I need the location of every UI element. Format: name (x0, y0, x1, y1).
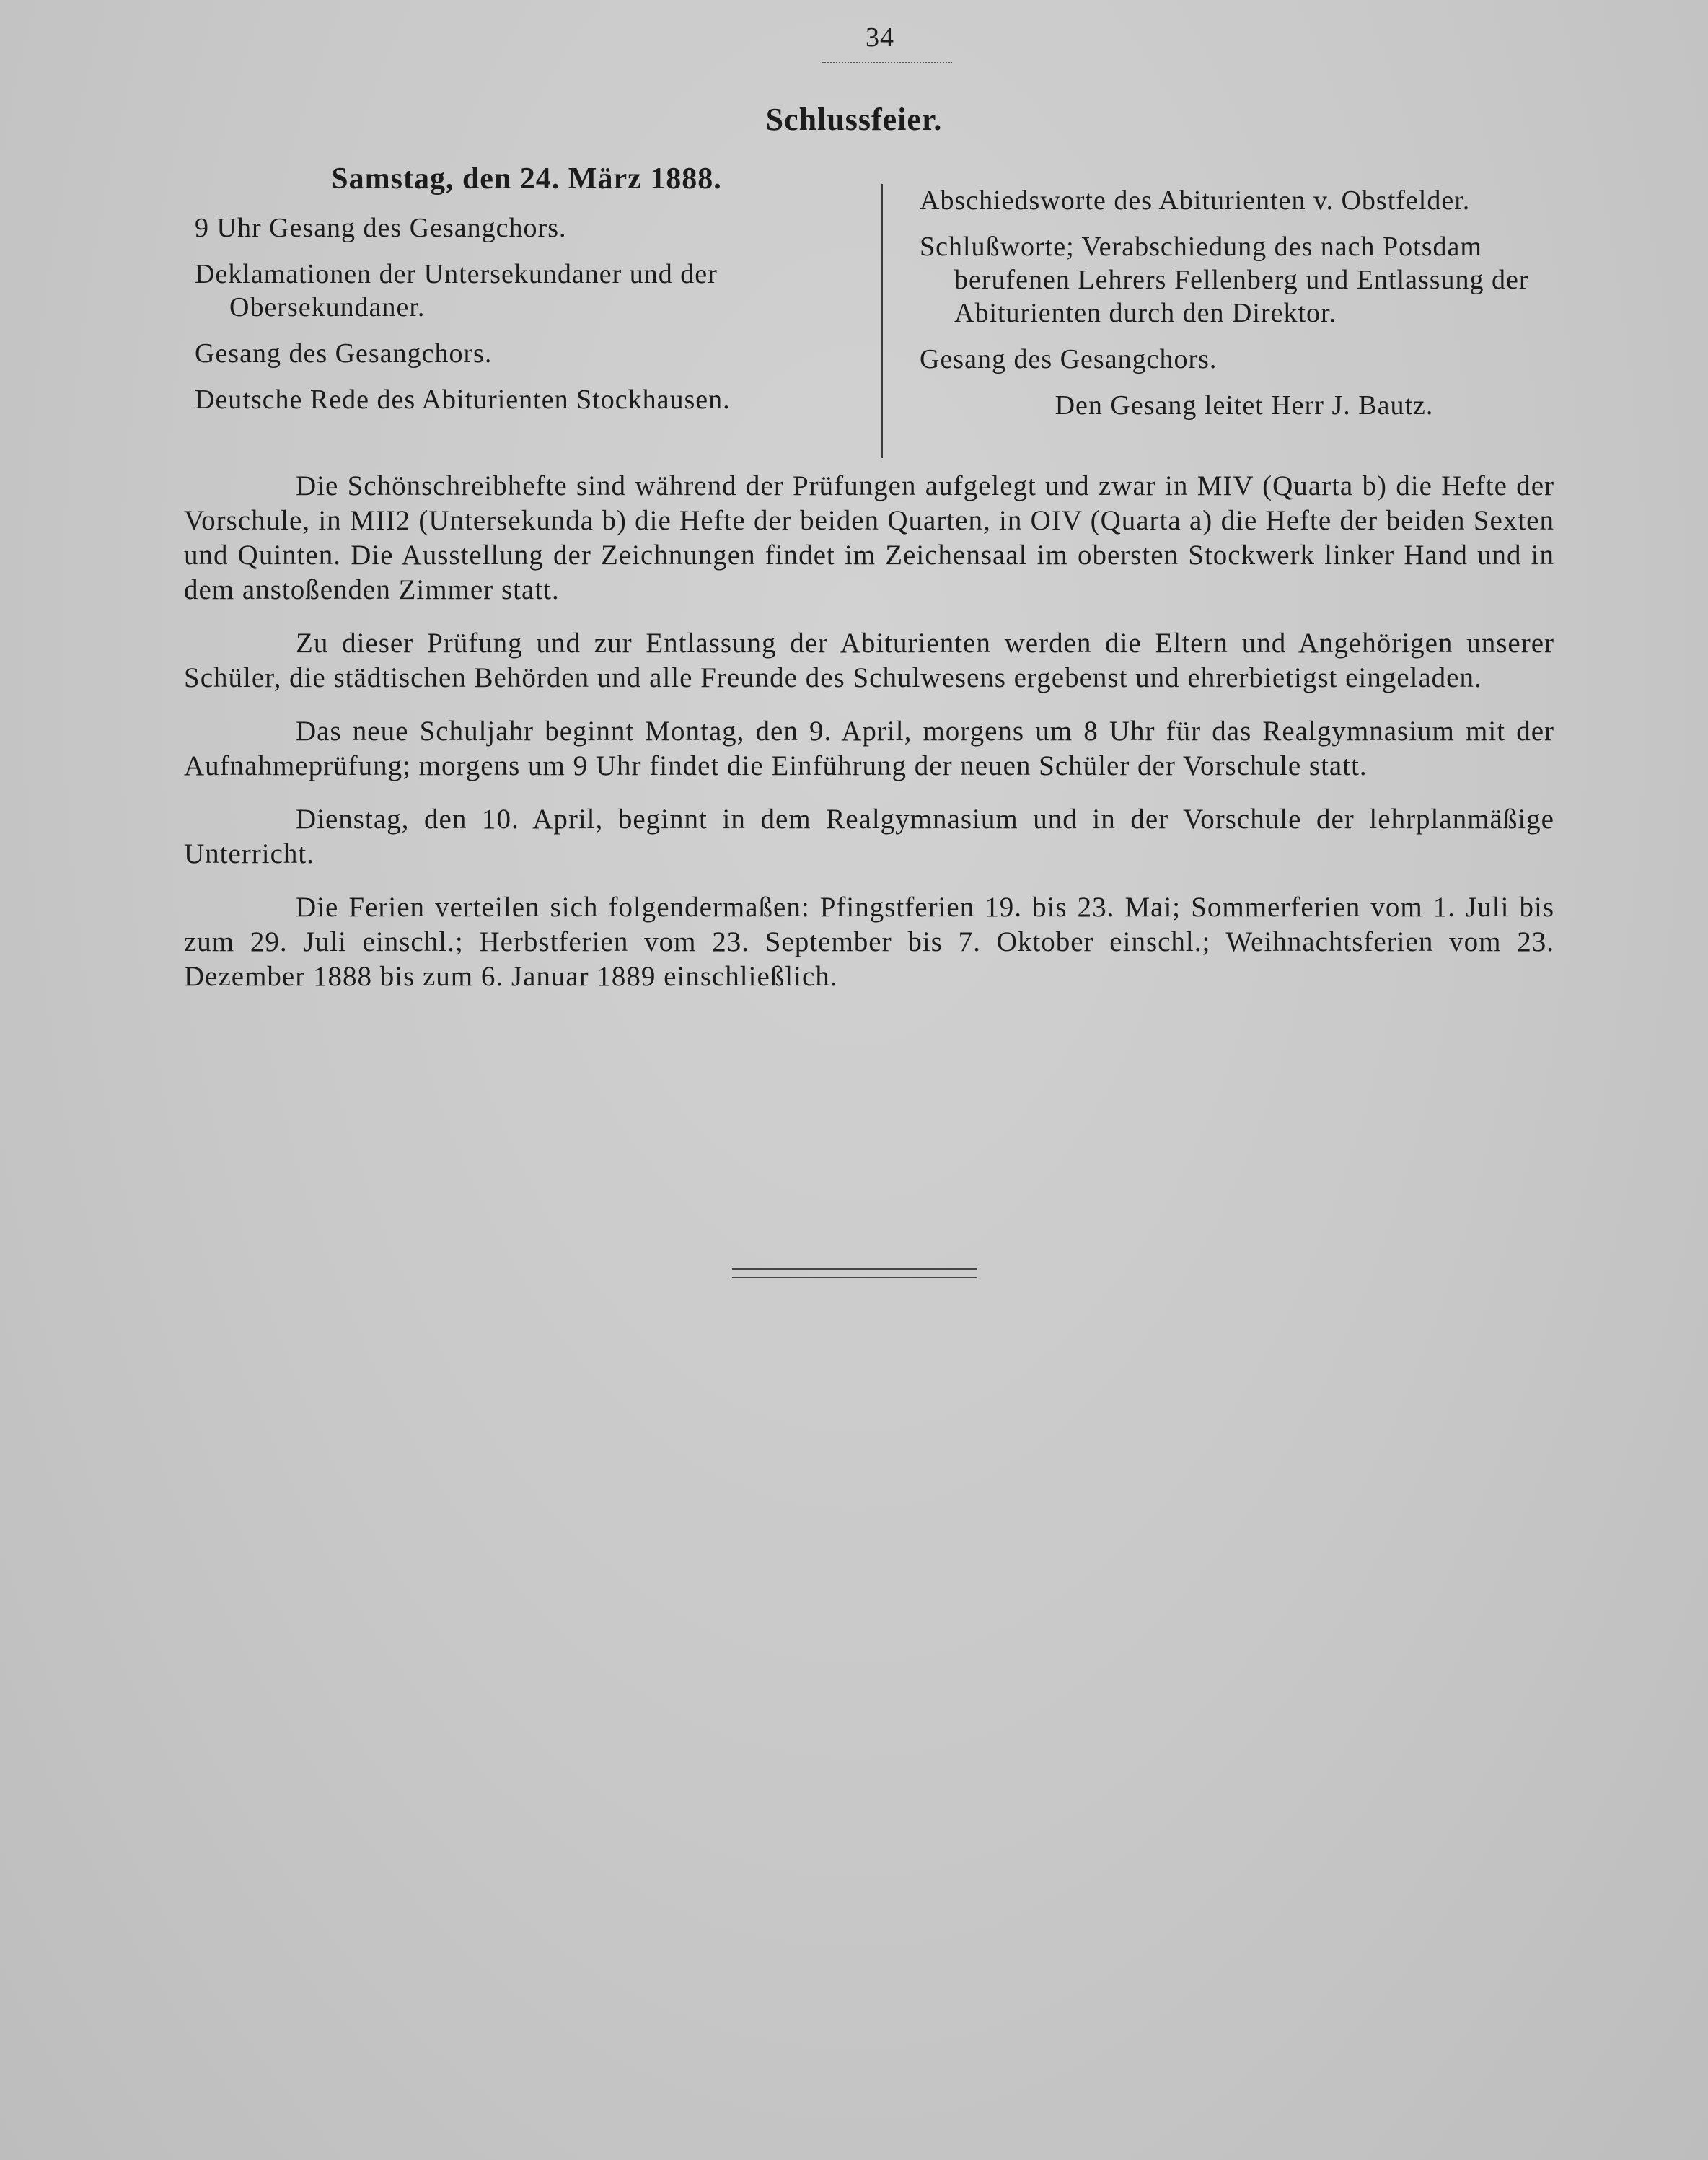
program-item: Deutsche Rede des Abiturienten Stockhausen. (195, 385, 731, 415)
program-item: Deklamationen der Untersekundaner und der Obersekundaner. (195, 259, 718, 322)
program-item: Den Gesang leitet Herr J. Bautz. (1055, 390, 1434, 421)
paragraph: Zu dieser Prüfung und zur Entlassung der Abiturienten werden die Eltern und Angehörigen unserer Schüler, die städtischen Behörden und alle Freunde des Schulwesens ergebenst und ehrerbietigst eingeladen. (184, 628, 1554, 693)
column-divider (881, 184, 883, 458)
program-item: Gesang des Gesangchors. (920, 344, 1218, 374)
section-heading: Schlussfeier. (765, 102, 943, 137)
program-left-column (195, 162, 858, 429)
program-date: Samstag, den 24. März 1888. (331, 162, 722, 196)
program-item: Abschiedsworte des Abiturienten v. Obstfelder. (920, 185, 1471, 216)
program-item: Schlußworte; Verabschiedung des nach Potsdam berufenen Lehrers Fellenberg und Entlassung der Abiturienten durch den Direktor. (920, 232, 1529, 328)
body-text (184, 469, 1554, 1013)
program-item: 9 Uhr Gesang des Gesangchors. (195, 213, 567, 243)
page-number-rule (822, 62, 952, 66)
paragraph: Die Schönschreibhefte sind während der Prüfungen aufgelegt und zwar in MIV (Quarta b) die Hefte der Vorschule, in MII2 (Untersekunda b) die Hefte der beiden Quarten, in OIV (Quarta a) die Hefte der beiden Sexten und Quinten. Die Ausstellung der Zeichnungen findet im Zeichensaal im obersten Stockwerk linker Hand und in dem anstoßenden Zimmer statt. (184, 470, 1554, 605)
paragraph: Das neue Schuljahr beginnt Montag, den 9. April, morgens um 8 Uhr für das Realgymnasium mit der Aufnahmeprüfung; morgens um 9 Uhr findet die Einführung der neuen Schüler der Vorschule statt. (184, 716, 1554, 781)
program-item: Gesang des Gesangchors. (195, 338, 493, 369)
paragraph: Die Ferien verteilen sich folgendermaßen: Pfingstferien 19. bis 23. Mai; Sommerferien vom 1. Juli bis zum 29. Juli einschl.; Herbstferien vom 23. September bis 7. Oktober einschl.; Weihnachtsferien vom 23. Dezember 1888 bis zum 6. Januar 1889 einschließlich. (184, 892, 1554, 992)
paragraph: Dienstag, den 10. April, beginnt in dem Realgymnasium und in der Vorschule der lehrplanmäßige Unterricht. (184, 804, 1554, 869)
page-number: 34 (866, 22, 894, 53)
end-rule (732, 1268, 977, 1278)
program-right-column (920, 184, 1569, 435)
